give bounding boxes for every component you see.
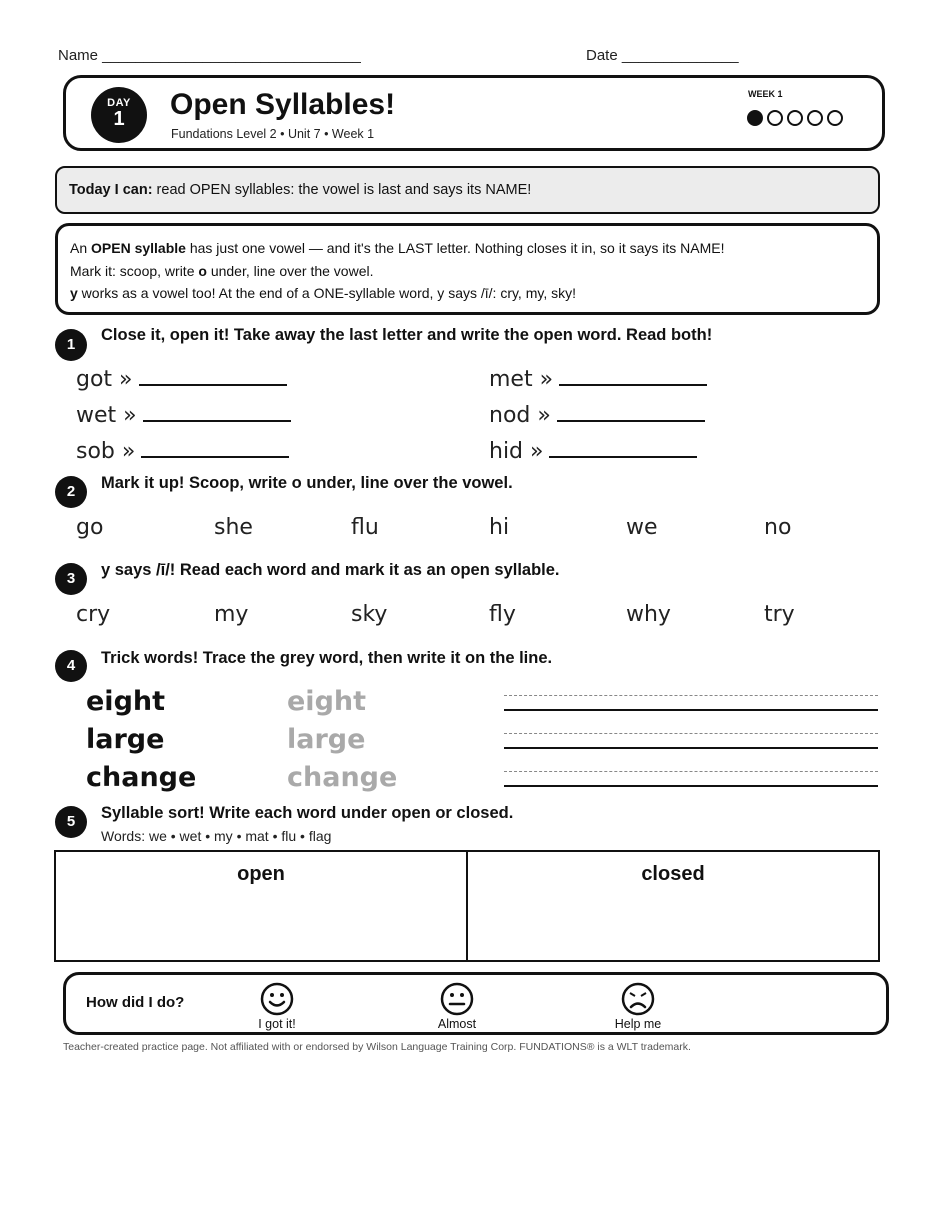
trace-word: large (287, 724, 366, 755)
progress-dot-4 (807, 110, 823, 126)
answer-line[interactable] (143, 419, 291, 422)
rule-box (55, 223, 880, 315)
sort-column-open[interactable]: open (237, 863, 285, 885)
question-2-text: Mark it up! Scoop, write o under, line over the vowel. (101, 474, 513, 492)
progress-dot-2 (767, 110, 783, 126)
q2-word: flu (351, 515, 379, 540)
trace-word: change (287, 762, 398, 793)
q3-word: try (764, 602, 795, 627)
progress-dot-5 (827, 110, 843, 126)
trick-word: eight (86, 686, 166, 717)
q1-item: nod » (489, 403, 705, 428)
q3-word: cry (76, 602, 111, 627)
trick-word: change (86, 762, 197, 793)
question-number-5: 5 (55, 806, 87, 838)
answer-line[interactable] (141, 455, 289, 458)
q1-item: got » (76, 367, 287, 392)
question-3-text: y says /ī/! Read each word and mark it as an open syllable. (101, 561, 560, 579)
neutral-face-icon[interactable] (440, 982, 474, 1016)
answer-line[interactable] (139, 383, 287, 386)
q1-item: hid » (489, 439, 697, 464)
syllable-sort-table (54, 850, 880, 962)
face-label: I got it! (258, 1017, 296, 1031)
today-i-can-box (55, 166, 880, 214)
week-progress-dots (747, 110, 843, 126)
writing-line[interactable] (504, 695, 878, 711)
self-assessment-label: How did I do? (86, 994, 185, 1011)
face-label: Help me (614, 1017, 662, 1031)
q3-word: my (214, 602, 249, 627)
question-number-3: 3 (55, 563, 87, 595)
word-bank: Words: we • wet • my • mat • flu • flag (101, 828, 332, 844)
question-number-2: 2 (55, 476, 87, 508)
question-1-text: Close it, open it! Take away the last letter and write the open word. Read both! (101, 326, 713, 344)
today-label: Today I can: (69, 182, 153, 198)
question-number-4: 4 (55, 650, 87, 682)
answer-line[interactable] (557, 419, 705, 422)
rule-line-3: y works as a vowel too! At the end of a ONE-syllable word, y says /ī/: cry, my, sky! (70, 285, 577, 301)
week-label: WEEK 1 (748, 89, 783, 99)
progress-dot-3 (787, 110, 803, 126)
question-4-text: Trick words! Trace the grey word, then write it on the line. (101, 649, 553, 667)
trick-word: large (86, 724, 165, 755)
q2-word: go (76, 515, 104, 540)
today-text: read OPEN syllables: the vowel is last and says its NAME! (152, 182, 532, 198)
face-label: Almost (437, 1017, 477, 1031)
rule-line-1: An OPEN syllable has just one vowel — and it's the LAST letter. Nothing closes it in, so it says its NAME! (70, 240, 725, 256)
q2-word: no (764, 515, 792, 540)
q2-word: she (214, 515, 253, 540)
sort-column-closed[interactable]: closed (466, 852, 878, 960)
trace-word: eight (287, 686, 367, 717)
date-field-label: Date ______________ (586, 47, 739, 64)
name-field-label: Name _______________________________ (58, 47, 361, 64)
frown-face-icon[interactable] (621, 982, 655, 1016)
answer-line[interactable] (559, 383, 707, 386)
q3-word: why (626, 602, 671, 627)
writing-line[interactable] (504, 733, 878, 749)
progress-dot-1 (747, 110, 763, 126)
q3-word: fly (489, 602, 516, 627)
rule-line-2: Mark it: scoop, write o under, line over the vowel. (70, 262, 374, 279)
q3-word: sky (351, 602, 388, 627)
question-5-text: Syllable sort! Write each word under open or closed. (101, 804, 514, 822)
q1-item: met » (489, 367, 707, 392)
day-number: 1 (113, 108, 125, 130)
smile-face-icon[interactable] (260, 982, 294, 1016)
footer-disclaimer: Teacher-created practice page. Not affiliated with or endorsed by Wilson Language Training Corp. FUNDATIONS® is a WLT trademark. (63, 1041, 691, 1053)
day-badge (91, 87, 147, 143)
question-number-1: 1 (55, 329, 87, 361)
writing-line[interactable] (504, 771, 878, 787)
page-title: Open Syllables! (170, 88, 396, 121)
q2-word: hi (489, 515, 510, 540)
q1-item: sob » (76, 439, 289, 464)
q2-word: we (626, 515, 658, 540)
answer-line[interactable] (549, 455, 697, 458)
day-label: DAY (107, 97, 131, 109)
page-subtitle: Fundations Level 2 • Unit 7 • Week 1 (171, 127, 375, 141)
q1-item: wet » (76, 403, 291, 428)
